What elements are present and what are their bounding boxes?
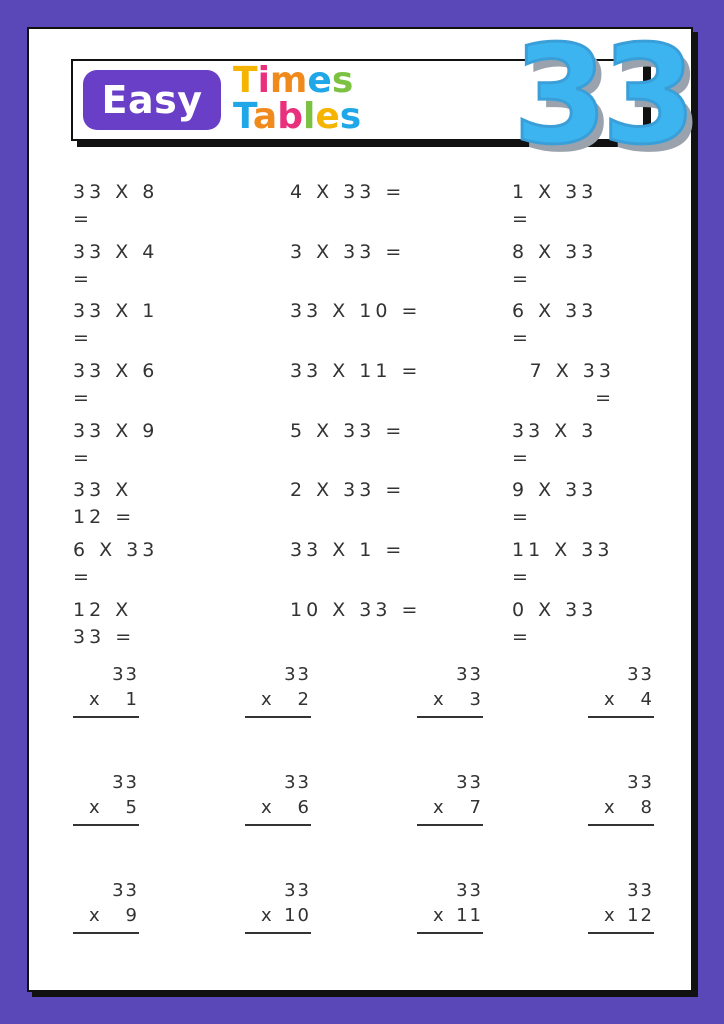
horizontal-problems [73, 179, 673, 657]
horizontal-problem: 11 X 33 = [512, 539, 614, 589]
answer-line [245, 932, 311, 934]
multiplier: 8 [640, 797, 654, 818]
answer-line [73, 824, 139, 826]
times-sign: x [261, 689, 272, 710]
horizontal-problem: 33 X 6 = [73, 360, 159, 410]
horizontal-problem: 33 X 1 = [290, 539, 406, 562]
answer-line [245, 824, 311, 826]
times-sign: x [433, 797, 444, 818]
vertical-problem-row [73, 770, 663, 878]
answer-line [417, 716, 483, 718]
vertical-problem [245, 878, 311, 934]
title-letter: i [257, 60, 270, 101]
answer-line [588, 824, 654, 826]
answer-line [417, 932, 483, 934]
multiplier: 2 [297, 689, 311, 710]
vertical-problem [588, 770, 654, 826]
multiplier-line [588, 687, 654, 712]
multiplier: 11 [456, 905, 483, 926]
times-sign: x [433, 905, 444, 926]
horizontal-problem: 3 X 33 = [290, 240, 406, 263]
multiplier-line [73, 687, 139, 712]
horizontal-problem: 33 X 9 = [73, 419, 159, 469]
problem-row [73, 477, 673, 537]
title-letter: a [252, 96, 278, 137]
horizontal-problem: 1 X 33 = [512, 181, 598, 230]
vertical-problem [588, 662, 654, 718]
vertical-problem [245, 662, 311, 718]
multiplier-line [417, 903, 483, 928]
easy-label: Easy [101, 78, 203, 122]
multiplier-line [588, 903, 654, 928]
multiplier-line [417, 687, 483, 712]
answer-line [417, 824, 483, 826]
multiplier-line [73, 903, 139, 928]
vertical-problem [73, 662, 139, 718]
horizontal-problem: 8 X 33 = [512, 240, 598, 290]
vertical-problem [417, 878, 483, 934]
title-letter: T [233, 60, 258, 101]
problem-row [73, 239, 673, 299]
multiplier: 7 [469, 797, 483, 818]
vertical-problem [73, 878, 139, 934]
horizontal-problem: 33 X 11 = [290, 360, 422, 383]
multiplicand: 33 [112, 880, 139, 901]
horizontal-problem: 10 X 33 = [290, 598, 422, 621]
multiplicand: 33 [627, 664, 654, 685]
multiplier: 1 [125, 689, 139, 710]
vertical-problem-row [73, 662, 663, 770]
multiplicand: 33 [627, 880, 654, 901]
multiplier-line [73, 795, 139, 820]
horizontal-problem: 6 X 33 = [512, 300, 598, 350]
horizontal-problem: 5 X 33 = [290, 419, 406, 442]
problem-row [73, 298, 673, 358]
header-banner [71, 17, 691, 175]
vertical-problem [417, 770, 483, 826]
horizontal-problem: 33 X 4 = [73, 240, 159, 290]
table-number: 33 [513, 17, 691, 175]
multiplicand: 33 [284, 664, 311, 685]
multiplicand: 33 [456, 664, 483, 685]
times-sign: x [604, 689, 615, 710]
horizontal-problem: 0 X 33 = [512, 598, 598, 648]
problem-row [73, 179, 673, 239]
horizontal-problem: 33 X 8 = [73, 181, 159, 230]
multiplier: 4 [640, 689, 654, 710]
answer-line [588, 716, 654, 718]
multiplicand: 33 [112, 772, 139, 793]
horizontal-problem: 7 X 33 = [529, 360, 615, 410]
multiplier: 9 [125, 905, 139, 926]
multiplier: 12 [627, 905, 654, 926]
multiplier: 5 [125, 797, 139, 818]
times-sign: x [604, 797, 615, 818]
problem-row [73, 597, 673, 657]
problem-row [73, 358, 673, 418]
horizontal-problem: 12 X 33 = [73, 598, 136, 648]
times-sign: x [604, 905, 615, 926]
multiplier-line [417, 795, 483, 820]
answer-line [245, 716, 311, 718]
times-sign: x [89, 689, 100, 710]
answer-line [73, 716, 139, 718]
horizontal-problem: 4 X 33 = [290, 181, 406, 203]
multiplicand: 33 [284, 772, 311, 793]
horizontal-problem: 33 X 12 = [73, 479, 136, 529]
title-letter: b [277, 96, 303, 137]
title-letter: s [331, 60, 354, 101]
multiplier-line [245, 687, 311, 712]
horizontal-problem: 33 X 1 = [73, 300, 159, 350]
times-sign: x [433, 689, 444, 710]
vertical-problem [417, 662, 483, 718]
easy-badge [83, 70, 221, 130]
multiplicand: 33 [112, 664, 139, 685]
tables-word [233, 96, 362, 137]
vertical-problem [245, 770, 311, 826]
times-word [233, 60, 361, 101]
multiplier-line [245, 903, 311, 928]
multiplicand: 33 [456, 772, 483, 793]
times-sign: x [261, 797, 272, 818]
title-letter: e [315, 96, 340, 137]
multiplicand: 33 [627, 772, 654, 793]
times-sign: x [261, 905, 272, 926]
answer-line [73, 932, 139, 934]
vertical-problems [73, 662, 663, 986]
title-letter: l [303, 96, 316, 137]
times-tables-title [233, 60, 362, 137]
vertical-problem-row [73, 878, 663, 986]
title-letter: T [233, 96, 253, 137]
problem-row [73, 418, 673, 478]
multiplier-line [245, 795, 311, 820]
horizontal-problem: 2 X 33 = [290, 479, 406, 502]
times-sign: x [89, 797, 100, 818]
title-letter: s [339, 96, 362, 137]
multiplier: 3 [469, 689, 483, 710]
title-letter: m [269, 60, 308, 101]
horizontal-problem: 6 X 33 = [73, 539, 159, 589]
worksheet-sheet [27, 17, 693, 992]
vertical-problem [588, 878, 654, 934]
horizontal-problem: 9 X 33 = [512, 479, 598, 529]
horizontal-problem: 33 X 3 = [512, 419, 598, 469]
horizontal-problem: 33 X 10 = [290, 300, 422, 323]
problem-row [73, 537, 673, 597]
title-letter: e [307, 60, 332, 101]
vertical-problem [73, 770, 139, 826]
multiplicand: 33 [284, 880, 311, 901]
times-sign: x [89, 905, 100, 926]
multiplier-line [588, 795, 654, 820]
multiplier: 10 [284, 905, 311, 926]
multiplicand: 33 [456, 880, 483, 901]
answer-line [588, 932, 654, 934]
multiplier: 6 [297, 797, 311, 818]
